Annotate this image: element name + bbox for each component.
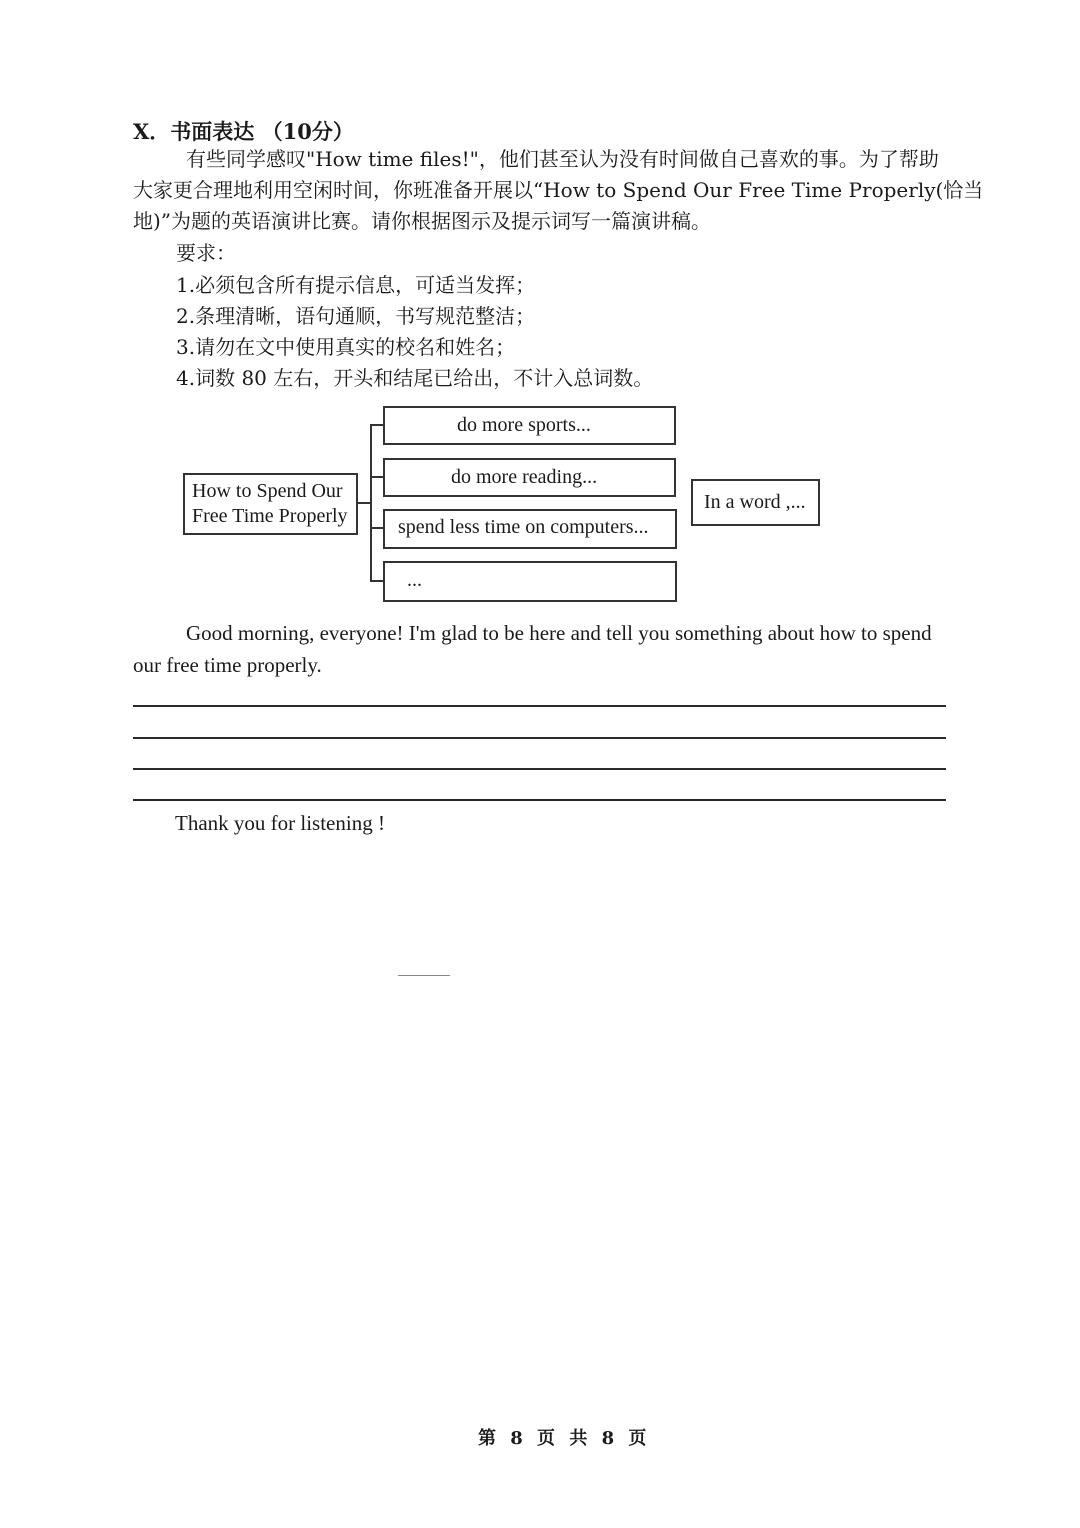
diagram-conclusion-box xyxy=(691,479,820,526)
writing-line-1 xyxy=(133,705,946,707)
intro-line-1: 有些同学感叹"How time files!"，他们甚至认为没有时间做自己喜欢的事。为了帮助 xyxy=(186,147,939,171)
intro-line-2: 大家更合理地利用空闲时间，你班准备开展以“How to Spend Our Free Time Properly(恰当 xyxy=(133,178,984,202)
diagram-branch-box-1 xyxy=(383,406,676,445)
diagram-center-box xyxy=(183,473,358,535)
diagram-conclusion-label: In a word ,... xyxy=(704,491,806,513)
diagram-center-line-2: Free Time Properly xyxy=(192,505,348,527)
requirement-item-4: 4.词数 80 左右，开头和结尾已给出，不计入总词数。 xyxy=(176,366,654,390)
writing-line-2 xyxy=(133,737,946,739)
diagram-branch-label-4: ... xyxy=(407,569,422,591)
speech-closing: Thank you for listening ! xyxy=(175,811,385,835)
requirement-item-3: 3.请勿在文中使用真实的校名和姓名； xyxy=(176,335,516,359)
scan-mark xyxy=(398,975,450,976)
diagram-branch-label-3: spend less time on computers... xyxy=(398,516,649,538)
section-heading: X．书面表达 （10分） xyxy=(133,119,354,144)
diagram-center-line-1: How to Spend Our xyxy=(192,480,343,502)
diagram-branch-box-4 xyxy=(383,561,677,602)
writing-line-4 xyxy=(133,799,946,801)
intro-line-3: 地)”为题的英语演讲比赛。请你根据图示及提示词写一篇演讲稿。 xyxy=(133,209,712,233)
connector-trunk xyxy=(370,424,372,581)
requirement-item-1: 1.必须包含所有提示信息，可适当发挥； xyxy=(176,273,536,297)
requirement-item-2: 2.条理清晰，语句通顺，书写规范整洁； xyxy=(176,304,536,328)
diagram-branch-label-1: do more sports... xyxy=(457,414,591,436)
requirements-label: 要求： xyxy=(176,241,236,265)
speech-opening-line-1: Good morning, everyone! I'm glad to be here and tell you something about how to spend xyxy=(186,621,932,645)
page-number-footer: 第 8 页 共 8 页 xyxy=(478,1428,651,1449)
diagram-branch-box-2 xyxy=(383,458,676,497)
diagram-branch-label-2: do more reading... xyxy=(451,466,598,488)
speech-opening-line-2: our free time properly. xyxy=(133,653,322,677)
diagram-branch-box-3 xyxy=(383,509,677,549)
writing-line-3 xyxy=(133,768,946,770)
